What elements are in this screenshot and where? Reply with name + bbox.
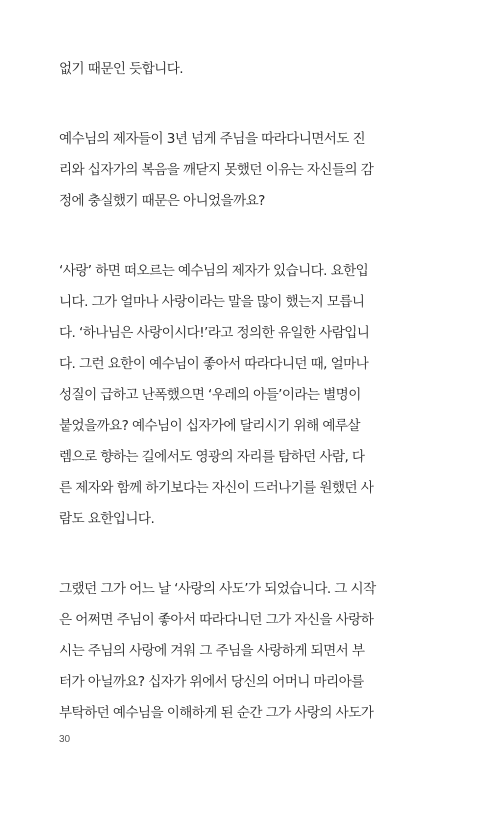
text-line: 렘으로 향하는 길에서도 영광의 자리를 탐하던 사람, 다: [59, 449, 365, 465]
text-line: 붙었을까요? 예수님이 십자가에 달리시기 위해 예루살: [59, 418, 360, 434]
paragraph-gap: [59, 535, 441, 574]
page-number: 30: [59, 734, 71, 745]
text-line: ‘사랑’ 하면 떠오르는 예수님의 제자가 있습니다. 요한입: [59, 263, 369, 279]
text-line: 시는 주님의 사랑에 겨워 그 주님을 사랑하게 되면서 부: [59, 643, 365, 659]
text-line: 다. 그런 요한이 예수님이 좋아서 따라다니던 때, 얼마나: [59, 356, 369, 372]
paragraph-2: [59, 124, 441, 217]
body-text: [59, 54, 441, 729]
text-line: 그랬던 그가 어느 날 ‘사랑의 사도’가 되었습니다. 그 시작: [59, 581, 376, 597]
text-line: 른 제자와 함께 하기보다는 자신이 드러나기를 원했던 사: [59, 480, 374, 496]
paragraph-1: [59, 54, 441, 85]
text-line: 은 어쩌면 주님이 좋아서 따라다니던 그가 자신을 사랑하: [59, 612, 374, 628]
text-line: 정에 충실했기 때문은 아니었을까요?: [59, 193, 265, 209]
paragraph-gap: [59, 217, 441, 256]
text-line: 람도 요한입니다.: [59, 511, 155, 527]
text-line: 성질이 급하고 난폭했으면 ‘우레의 아들’이라는 별명이: [59, 387, 361, 403]
paragraph-3: [59, 256, 441, 535]
text-line: 니다. 그가 얼마나 사랑이라는 말을 많이 했는지 모릅니: [59, 294, 365, 310]
text-line: 터가 아닐까요? 십자가 위에서 당신의 어머니 마리아를: [59, 674, 364, 690]
text-line: 다. ‘하나님은 사랑이시다!’라고 정의한 유일한 사람입니: [59, 325, 370, 341]
text-line: 예수님의 제자들이 3년 넘게 주님을 따라다니면서도 진: [59, 131, 366, 147]
text-line: 부탁하던 예수님을 이해하게 된 순간 그가 사랑의 사도가: [59, 705, 374, 721]
paragraph-gap: [59, 85, 441, 124]
text-line: 없기 때문인 듯합니다.: [59, 61, 183, 77]
paragraph-4: [59, 574, 441, 729]
text-line: 리와 십자가의 복음을 깨닫지 못했던 이유는 자신들의 감: [59, 162, 374, 178]
